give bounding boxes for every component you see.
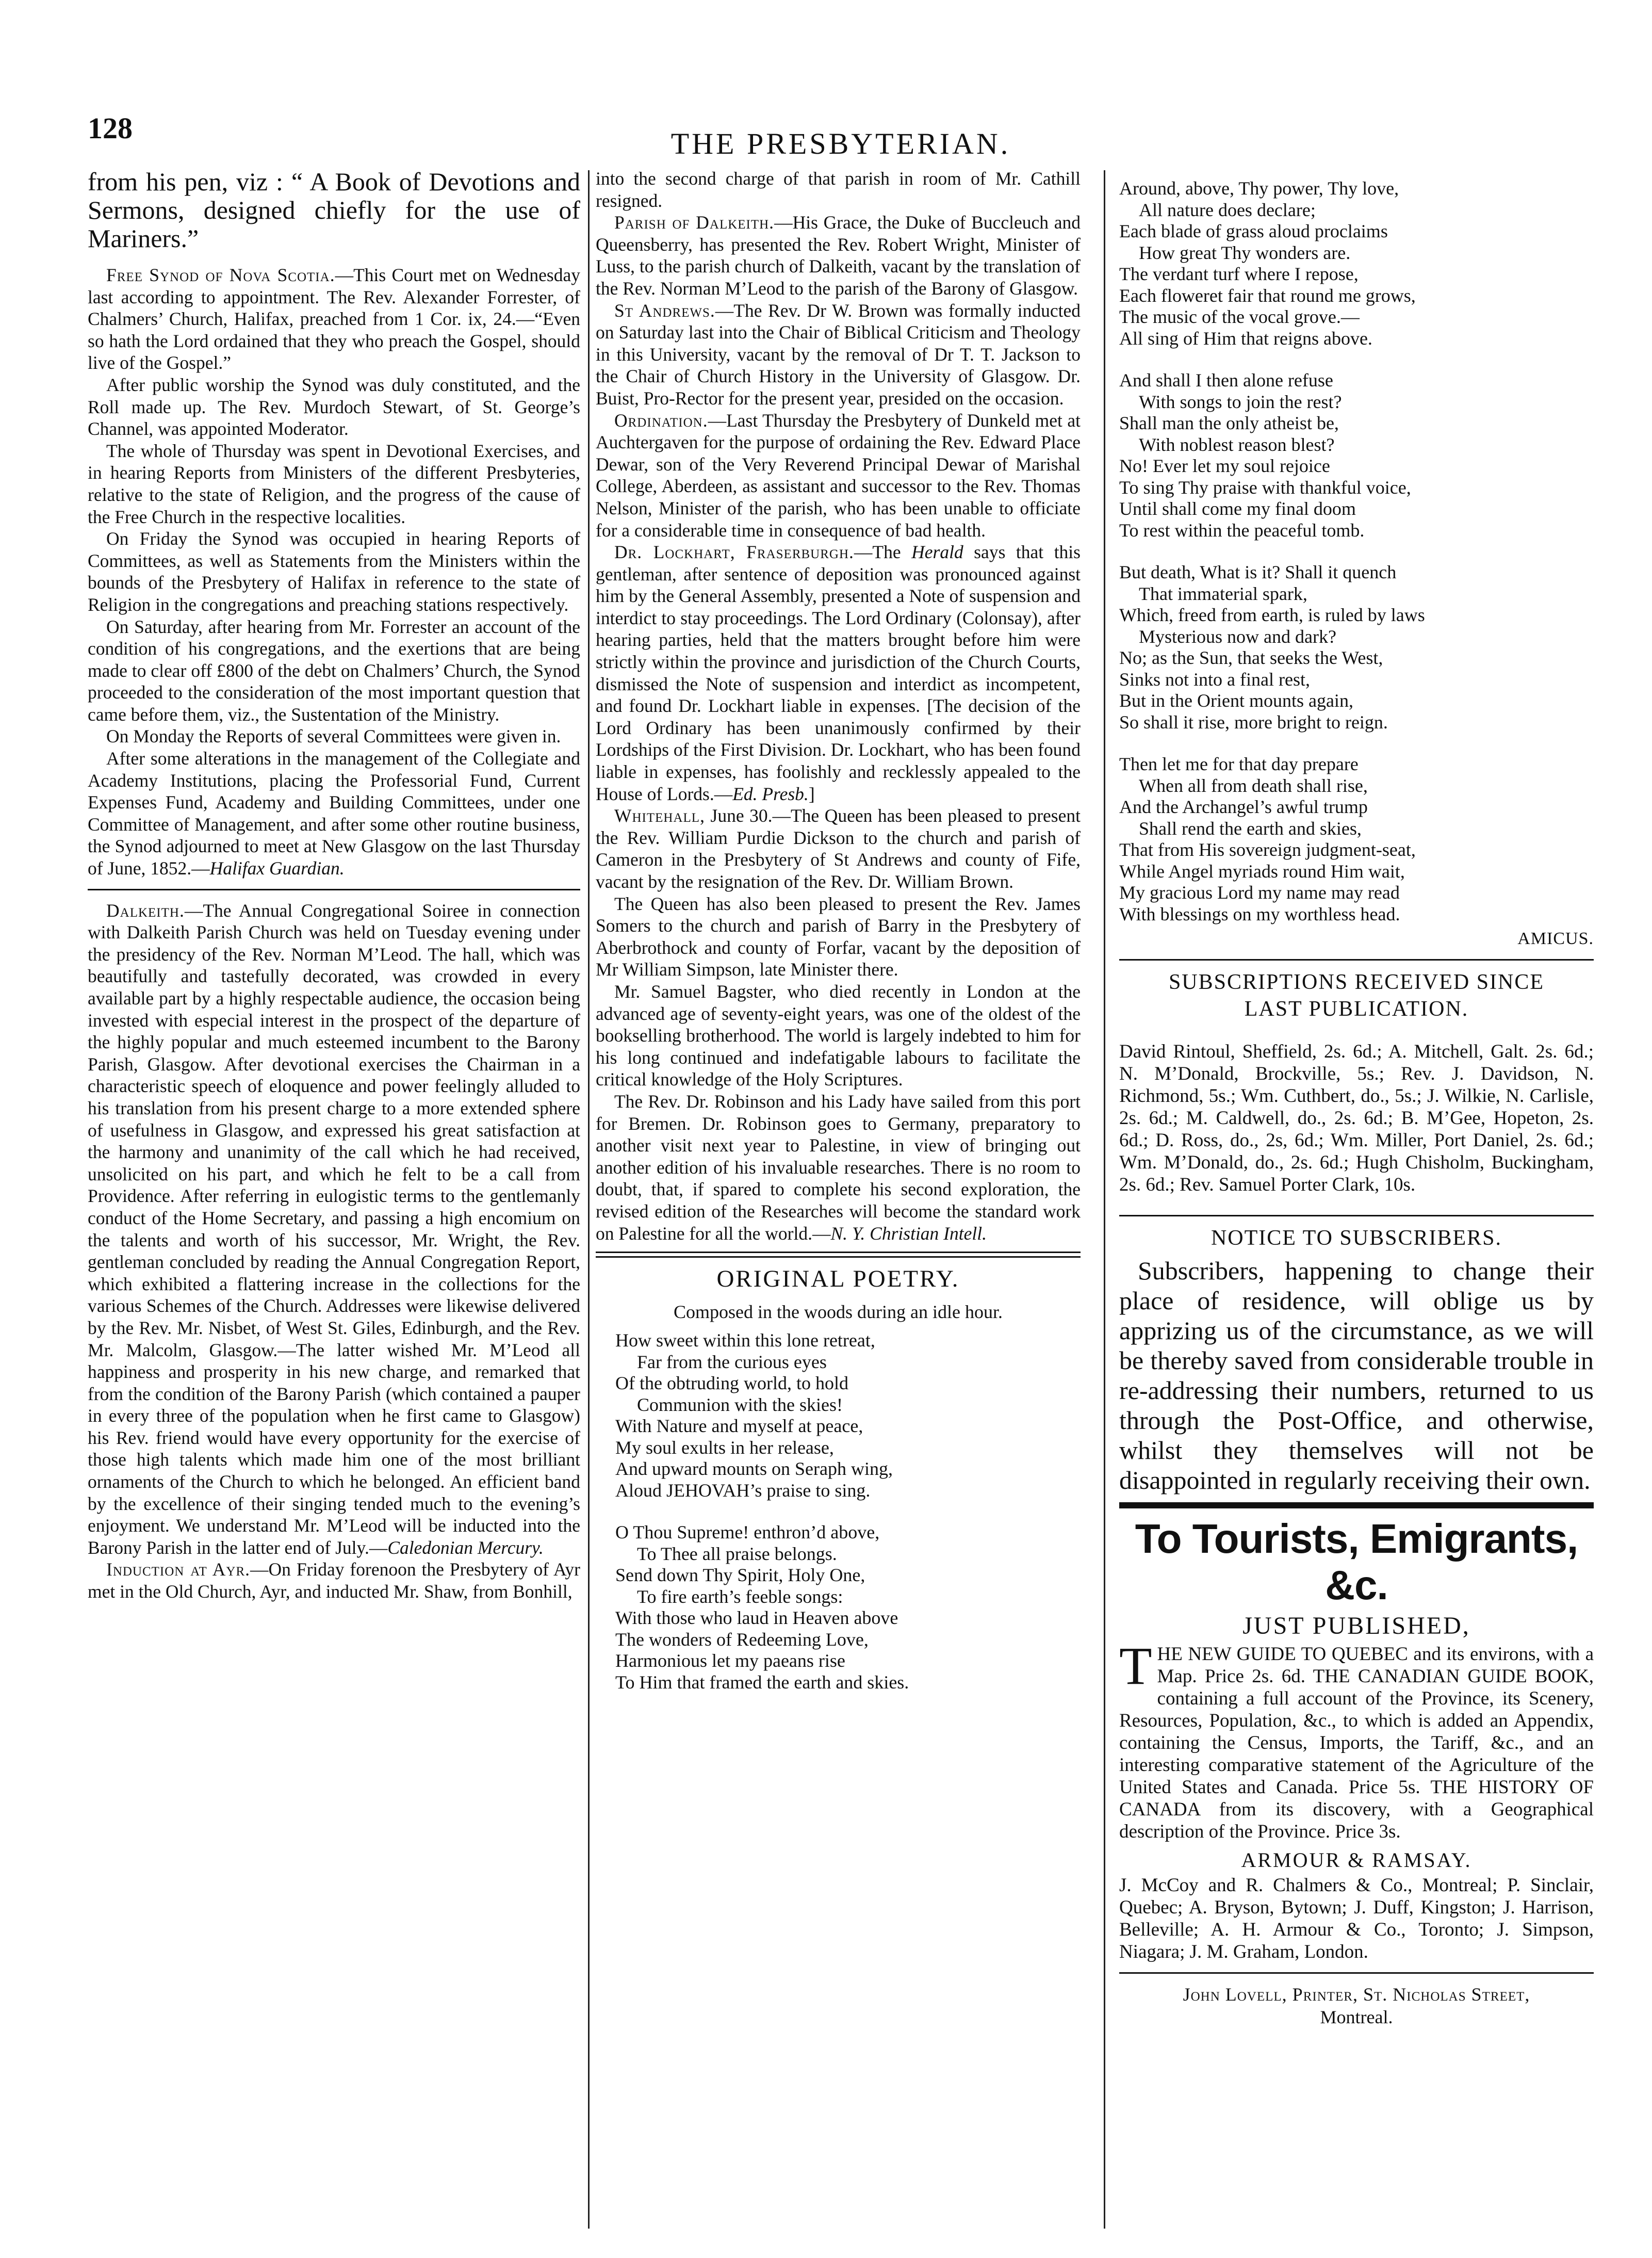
poetry-heading: ORIGINAL POETRY. — [716, 1265, 960, 1293]
poem-line: And upward mounts on Seraph wing, — [615, 1458, 893, 1480]
article-paragraph: After some alterations in the management of the Collegiate and Academy Institutions, placing the Professorial Fund, Current Expenses Fund, Academy and Building Committees, under one Committee of Management, and after some other routine business, the Synod adjourned to meet at New Glasgow on the last Thursday of June, 1852.— — [88, 748, 580, 879]
divider-thick — [1119, 1502, 1594, 1508]
poem-line: Shall man the only atheist be, — [1119, 413, 1339, 433]
article-heading: Parish of Dalkeith. — [614, 212, 775, 233]
article-text: —On Friday forenoon the Presbytery of Ayr met in the Old Church, Ayr, and inducted Mr. Shaw, from Bonhill, — [88, 1559, 580, 1602]
poem-line: Aloud JEHOVAH’s praise to sing. — [615, 1480, 871, 1501]
article-paragraph: The Queen has also been pleased to present the Rev. James Somers to the church and parish of Barry in the Presbytery of Aberbrothock and county of Forfar, vacant by the deposition of Mr William Simpson, late Minister there. — [596, 893, 1081, 980]
poem-continued — [1119, 178, 1594, 950]
article-paragraph: On Saturday, after hearing from Mr. Forrester an account of the condition of his congregations, and the exertions that are being made to clear off £800 of the debt on Chalmers’ Church, the Synod proceeded to the consideration of the most important question that came before them, viz., the Sustentation of the Ministry. — [88, 616, 580, 725]
poem-line: Each blade of grass aloud proclaims — [1119, 221, 1388, 241]
poem-line: All sing of Him that reigns above. — [1119, 328, 1372, 349]
article-text: says that this gentleman, after sentence of deposition was pronounced against him by the General Assembly, presented a Note of suspension and interdict to stay proceedings. The Lord Ordinary (Colonsay), after hearing parties, held that the matters brought before him were strictly within the province and jurisdiction of the Church Courts, dismissed the Note of suspension and interdict as incompetent, and found Dr. Lockhart liable in expenses. [The decision of the Lord Ordinary has been unanimously confirmed by their Lordships of the First Division. Dr. Lockhart, who has been found liable in expenses, has foolishly and recklessly appealed to the House of Lords.— — [596, 542, 1081, 804]
subscriptions-heading: SUBSCRIPTIONS RECEIVED SINCE — [1168, 970, 1545, 994]
article-paragraph: On Monday the Reports of several Committees were given in. — [106, 726, 561, 747]
divider — [1119, 1215, 1594, 1216]
article-text: —This Court met on Wednesday last according to appointment. The Rev. Alexander Forrester, of Chalmers’ Church, Halifax, preached from 1 Cor. ix, 24.—“Even so hath the Lord ordained that they who preach the Gospel, should live of the Gospel.” — [88, 265, 580, 373]
subscriptions-list: David Rintoul, Sheffield, 2s. 6d.; A. Mitchell, Galt. 2s. 6d.; N. M’Donald, Brockville, 5s.; Rev. J. Davidson, N. Richmond, 5s.; Wm. Cuthbert, do., 5s.; J. Wilkie, N. Carlisle, 2s. 6d.; M. Caldwell, do., 2s. 6d.; B. M’Gee, Hopeton, 2s. 6d.; D. Ross, do., 2s, 6d.; Wm. Miller, Port Daniel, 2s. 6d.; Wm. M’Donald, do., 2s. 6d.; Hugh Chisholm, Buckingham, 2s. 6d.; Rev. Samuel Porter Clark, 10s. — [1119, 1041, 1594, 1195]
subscriptions-subheading: LAST PUBLICATION. — [1244, 997, 1469, 1021]
poem-line: Send down Thy Spirit, Holy One, — [615, 1565, 865, 1586]
article-paragraph: On Friday the Synod was occupied in hearing Reports of Committees, as well as Statements from the Ministers within the bounds of the Presbytery of Halifax in reference to the state of Religion in the congregations and preaching stations respectively. — [88, 528, 580, 615]
article-heading: Ordination. — [614, 410, 708, 431]
poem-line: Which, freed from earth, is ruled by laws — [1119, 605, 1425, 625]
column-rule-right — [1104, 170, 1105, 2229]
poem-line: With songs to join the rest? — [1139, 391, 1342, 412]
poem-signature: AMICUS. — [1517, 929, 1594, 948]
notice-heading: NOTICE TO SUBSCRIBERS. — [1211, 1226, 1502, 1250]
poem-stanza — [1119, 178, 1594, 349]
article-text: —Last Thursday the Presbytery of Dunkeld met at Auchtergaven for the purpose of ordaining the Rev. Edward Place Dewar, son of the Very Reverend Principal Dewar of Marishal College, Aberdeen, as assistant and successor to the Rev. Thomas Nelson, Minister of the parish, who has been unable to officiate for a considerable time in consequence of bad health. — [596, 410, 1081, 541]
article-source: N. Y. Christian Intell. — [830, 1223, 987, 1244]
poem-line: And shall I then alone refuse — [1119, 370, 1333, 391]
ad-subtitle: JUST PUBLISHED, — [1242, 1612, 1470, 1639]
poem-line: To Him that framed the earth and skies. — [615, 1671, 909, 1693]
poem-line: All nature does declare; — [1139, 199, 1316, 220]
poem-line: But death, What is it? Shall it quench — [1119, 562, 1397, 582]
article-text: —The Rev. Dr W. Brown was formally inducted on Saturday last into the Chair of Biblical Criticism and Theology in this University, vacant by the removal of Dr T. T. Jackson to the Chair of Church History in the University of Glasgow. Dr. Buist, Pro-Rector for the present year, presided on the occasion. — [596, 300, 1081, 409]
article-text: —The Annual Congregational Soiree in connection with Dalkeith Parish Church was held on Tuesday evening under the presidency of the Rev. Norman M’Leod. The hall, which was beautifully and tastefully decorated, was crowded in every available part by a highly respectable audience, the occasion being invested with especial interest in the prospect of the departure of the highly popular and much esteemed incumbent to the Barony Parish, Glasgow. After devotional exercises the Chairman in a characteristic speech of eloquence and power feelingly alluded to his translation from his present charge to a more extended sphere of usefulness in Glasgow, and expressed his great satisfaction at the harmony and unanimity of the call which he had received, unsolicited on his part, and which he felt to be a call from Providence. After referring in eulogistic terms to the gentlemanly conduct of the Home Secretary, and passing a high encomium on the talents and worth of his successor, Mr. Wright, the Rev. gentleman concluded by reading the Annual Congregation Report, which exhibited a flattering increase in the collections for the various Schemes of the Church. Addresses were likewise delivered by the Rev. Mr. Nisbet, of West St. Giles, Edinburgh, and the Rev. Mr. Malcolm, Glasgow.—The latter wished Mr. M’Leod all happiness and prosperity in his new charge, and remarked that from the condition of the Barony Parish (which contained a pauper in every three of the population when he first came to Glasgow) his Rev. friend would have every opportunity for the exercise of those high talents which made him one of the most brilliant ornaments of the Church to which he belonged. An efficient band by the excellence of their singing tended much to the evening’s enjoyment. We understand Mr. M’Leod will be inducted into the Barony Parish in the latter end of July.— — [88, 900, 580, 1558]
divider — [596, 1252, 1081, 1258]
poem-line: So shall it rise, more bright to reign. — [1119, 711, 1388, 733]
column-1 — [88, 168, 580, 2231]
poem — [596, 1330, 1081, 1693]
poem-line: With blessings on my worthless head. — [1119, 903, 1400, 924]
poem-line: But in the Orient mounts again, — [1119, 690, 1353, 711]
poem-line: Mysterious now and dark? — [1139, 626, 1336, 647]
poem-line: When all from death shall rise, — [1139, 775, 1368, 796]
article-source: Halifax Guardian. — [209, 858, 345, 879]
column-3 — [1119, 168, 1594, 2231]
article-heading: St Andrews. — [614, 300, 715, 321]
poem-line: How great Thy wonders are. — [1139, 242, 1351, 263]
article-free-synod — [88, 264, 580, 880]
poem-line: Far from the curious eyes — [637, 1351, 827, 1372]
ad-agents: J. McCoy and R. Chalmers & Co., Montreal; P. Sinclair, Quebec; A. Bryson, Bytown; J. Duff, Kingston; J. Harrison, Belleville; A. H. Armour & Co., Toronto; J. Simpson, Niagara; J. M. Graham, London. — [1119, 1874, 1594, 1962]
article-paragraph: After public worship the Synod was duly constituted, and the Roll made up. The Rev. Murdoch Stewart, of St. George’s Channel, was appointed Moderator. — [88, 374, 580, 440]
printer-city: Montreal. — [1320, 2006, 1393, 2027]
poem-line: The verdant turf where I repose, — [1119, 264, 1359, 284]
article-dalkeith — [88, 900, 580, 1603]
divider — [1119, 1972, 1594, 1974]
printer-imprint — [1119, 1983, 1594, 2028]
notice-section — [1119, 1226, 1594, 1495]
source-herald: Herald — [911, 542, 963, 563]
article-heading: Whitehall, — [614, 805, 705, 826]
article-source: Caledonian Mercury. — [387, 1537, 544, 1558]
poem-line: With those who laud in Heaven above — [615, 1607, 898, 1629]
poem-stanza — [1119, 370, 1594, 541]
poem-line: To Thee all praise belongs. — [637, 1543, 837, 1564]
poem-stanza — [596, 1522, 1081, 1693]
poem-line: Around, above, Thy power, Thy love, — [1119, 178, 1399, 199]
column-2 — [596, 168, 1081, 2154]
poem-line: That immaterial spark, — [1139, 583, 1307, 604]
article-text: June 30.—The Queen has been pleased to present the Rev. William Purdie Dickson to the church and parish of Cameron in the Presbytery of St Andrews and county of Fife, vacant by the resignation of the Rev. Dr. William Brown. — [596, 805, 1081, 892]
printer-line: John Lovell, Printer, St. Nicholas Street, — [1183, 1984, 1530, 2005]
poem-line: To fire earth’s feeble songs: — [637, 1586, 843, 1607]
article-heading: Dr. Lockhart, Fraserburgh. — [614, 542, 854, 563]
poem-line: The music of the vocal grove.— — [1119, 306, 1360, 327]
article-heading: Induction at Ayr. — [106, 1559, 251, 1580]
poem-intro: Composed in the woods during an idle hour. — [674, 1302, 1003, 1323]
poem-line: That from His sovereign judgment-seat, — [1119, 839, 1416, 860]
poem-line: O Thou Supreme! enthron’d above, — [615, 1522, 880, 1543]
article-text: —The — [854, 542, 912, 563]
poem-line: Harmonious let my paeans rise — [615, 1650, 845, 1671]
poem-line: The wonders of Redeeming Love, — [615, 1629, 869, 1650]
poem-line: Each floweret fair that round me grows, — [1119, 285, 1416, 306]
article-source: Ed. Presb. — [732, 783, 809, 804]
poem-stanza — [1119, 754, 1594, 925]
poem-stanza — [1119, 562, 1594, 733]
ad-title: To Tourists, Emigrants, &c. — [1135, 1515, 1578, 1608]
poem-line: And the Archangel’s awful trump — [1119, 797, 1368, 817]
bracket-close: ] — [808, 783, 815, 804]
poem-stanza — [596, 1330, 1081, 1501]
article-paragraph: The whole of Thursday was spent in Devotional Exercises, and in hearing Reports from Ministers of the different Presbyteries, relative to the state of Religion, and the progress of the cause of the Free Church in the respective localities. — [88, 440, 580, 527]
poem-line: My soul exults in her release, — [615, 1437, 834, 1458]
poem-line: No! Ever let my soul rejoice — [1119, 456, 1330, 476]
poem-line: My gracious Lord my name may read — [1119, 882, 1400, 903]
ad-dropcap: T — [1119, 1636, 1152, 1696]
poem-line: No; as the Sun, that seeks the West, — [1119, 647, 1383, 668]
ad-signature: ARMOUR & RAMSAY. — [1241, 1848, 1472, 1872]
page-number: 128 — [88, 111, 133, 145]
column-rule-left — [588, 170, 590, 2229]
poem-line: To sing Thy praise with thankful voice, — [1119, 477, 1411, 498]
intro-text: from his pen, viz : “ A Book of Devotions and Sermons, designed chiefly for the use of Mariners.” — [88, 168, 580, 253]
poem-line: Until shall come my final doom — [1119, 498, 1356, 519]
poem-line: Sinks not into a final rest, — [1119, 669, 1310, 690]
article-heading: Dalkeith. — [106, 900, 185, 921]
poem-line: With Nature and myself at peace, — [615, 1416, 863, 1437]
divider — [88, 889, 580, 890]
poem-line: Shall rend the earth and skies, — [1139, 818, 1362, 839]
poem-line: How sweet within this lone retreat, — [615, 1330, 875, 1351]
continued-text: into the second charge of that parish in room of Mr. Cathill resigned. — [596, 168, 1081, 211]
notice-text: Subscribers, happening to change their place of residence, will oblige us by apprizing us of the circumstance, as we will be thereby saved from considerable trouble in re-addressing their numbers, returned to us through the Post-Office, and otherwise, whilst they themselves will not be disappointed in regularly receiving their own. — [1119, 1256, 1594, 1494]
poem-line: Communion with the skies! — [637, 1394, 843, 1415]
advertisement — [1119, 1516, 1594, 1963]
poem-line: Then let me for that day prepare — [1119, 754, 1359, 774]
article-text: —His Grace, the Duke of Buccleuch and Queensberry, has presented the Rev. Robert Wright, Minister of Luss, to the parish church of Dalkeith, vacant by the translation of the Rev. Norman M’Leod to the parish of the Barony of Glasgow. — [596, 212, 1081, 299]
article-heading: Free Synod of Nova Scotia. — [106, 265, 335, 285]
poem-line: To rest within the peaceful tomb. — [1119, 519, 1365, 541]
poem-line: Of the obtruding world, to hold — [615, 1373, 848, 1394]
divider — [1119, 959, 1594, 961]
poem-line: With noblest reason blest? — [1139, 434, 1335, 455]
subscriptions-section — [1119, 970, 1594, 1196]
ad-text: HE NEW GUIDE TO QUEBEC and its environs, with a Map. Price 2s. 6d. THE CANADIAN GUIDE BOOK, containing a full account of the Province, its Scenery, Resources, Population, &c., to which is added an Appendix, containing the Census, Imports, the Tariff, &c., and an interesting comparative statement of the Agriculture of the United States and Canada. Price 5s. THE HISTORY OF CANADA from its discovery, with a Geographical description of the Province. Price 3s. — [1119, 1643, 1594, 1842]
poem-line: While Angel myriads round Him wait, — [1119, 860, 1405, 882]
article-paragraph: The Rev. Dr. Robinson and his Lady have sailed from this port for Bremen. Dr. Robinson goes to Germany, preparatory to another visit next year to Palestine, in view of bringing out another edition of his invaluable researches. There is no room to doubt, that, if spared to complete his second exploration, the revised edition of the Researches will become the standard work on Palestine for all the world.— — [596, 1091, 1081, 1244]
running-title: THE PRESBYTERIAN. — [670, 127, 1011, 160]
article-paragraph: Mr. Samuel Bagster, who died recently in London at the advanced age of seventy-eight years, was one of the oldest of the bookselling brotherhood. The world is largely indebted to him for his long continued and indefatigable labours to facilitate the critical knowledge of the Holy Scriptures. — [596, 981, 1081, 1090]
